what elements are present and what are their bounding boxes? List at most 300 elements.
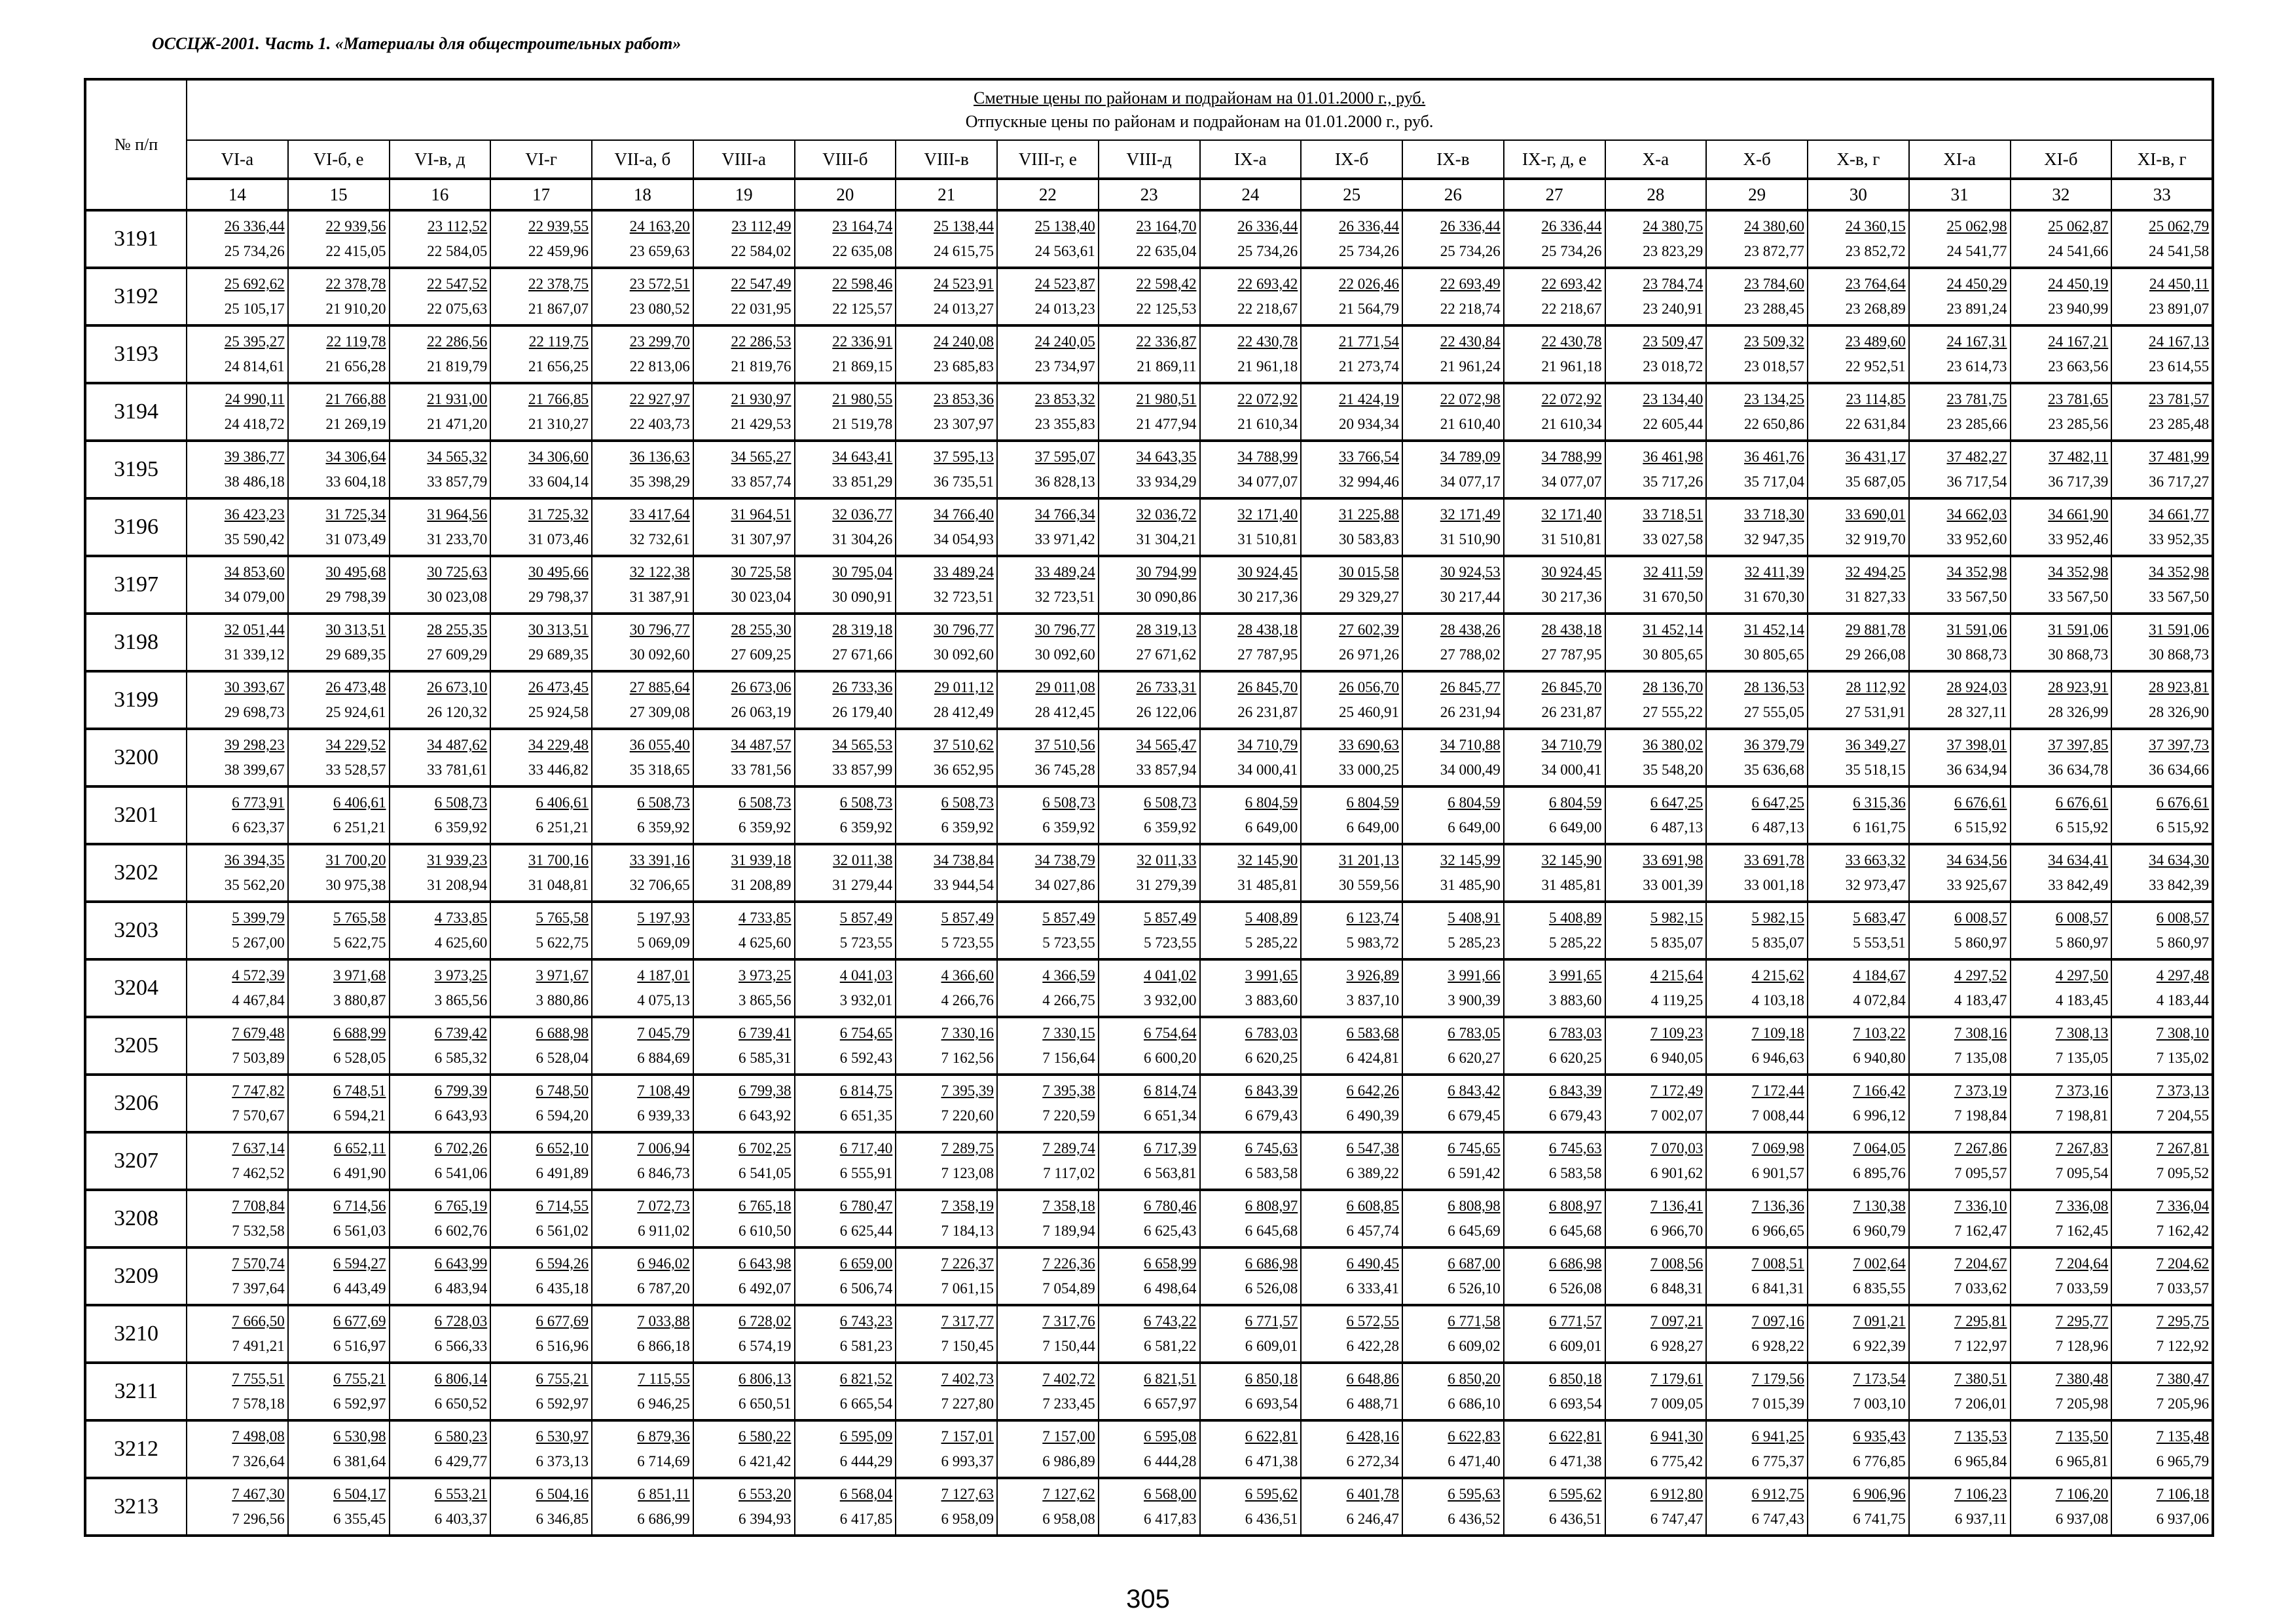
release-price: 6 471,40 (1448, 1453, 1501, 1469)
estimate-price: 7 097,16 (1751, 1313, 1804, 1329)
column-number: 33 (2111, 179, 2213, 210)
price-cell (1909, 1247, 2011, 1305)
release-price: 33 952,35 (2149, 531, 2210, 547)
price-cell (1808, 959, 1909, 1017)
estimate-price: 5 857,49 (1042, 910, 1095, 926)
row-id: 3205 (85, 1017, 187, 1075)
release-price: 31 827,33 (1845, 589, 1906, 605)
estimate-price: 5 765,58 (333, 910, 386, 926)
table-row (85, 959, 2213, 1017)
estimate-price: 6 676,61 (2156, 794, 2210, 811)
estimate-price: 6 553,21 (434, 1486, 488, 1502)
estimate-price: 37 482,11 (2049, 449, 2109, 465)
release-price: 6 585,32 (434, 1050, 488, 1066)
release-price: 6 561,02 (536, 1223, 589, 1239)
price-cell (490, 902, 592, 959)
price-cell (187, 844, 288, 902)
release-price: 4 625,60 (738, 934, 792, 951)
price-cell (1909, 210, 2011, 268)
price-cell (390, 959, 491, 1017)
release-price: 29 798,37 (528, 589, 589, 605)
price-cell (1301, 498, 1402, 556)
price-cell (997, 441, 1099, 498)
price-cell (2111, 786, 2213, 844)
region-header: VI-б, е (288, 140, 390, 179)
row-id: 3206 (85, 1075, 187, 1132)
release-price: 30 092,60 (934, 646, 994, 663)
estimate-price: 26 845,70 (1541, 679, 1602, 695)
release-price: 6 161,75 (1853, 819, 1906, 836)
price-cell (490, 614, 592, 671)
release-price: 22 635,08 (832, 243, 893, 259)
estimate-price: 7 498,08 (232, 1428, 285, 1445)
release-price: 7 135,08 (1954, 1050, 2007, 1066)
price-cell (997, 383, 1099, 441)
price-cell (795, 959, 896, 1017)
release-price: 3 883,60 (1245, 992, 1298, 1008)
price-cell (187, 1017, 288, 1075)
price-cell (1504, 498, 1605, 556)
release-price: 22 218,67 (1237, 301, 1298, 317)
estimate-price: 7 157,01 (941, 1428, 994, 1445)
price-cell (997, 210, 1099, 268)
row-id: 3211 (85, 1363, 187, 1420)
estimate-price: 7 109,23 (1650, 1025, 1704, 1041)
estimate-price: 26 336,44 (1237, 218, 1298, 234)
release-price: 7 233,45 (1042, 1395, 1095, 1412)
estimate-price: 22 336,87 (1136, 333, 1197, 350)
estimate-price: 6 595,62 (1245, 1486, 1298, 1502)
price-cell (2011, 1075, 2112, 1132)
price-cell (795, 614, 896, 671)
price-cell (1402, 1247, 1504, 1305)
price-cell (1099, 614, 1200, 671)
estimate-price: 6 595,63 (1448, 1486, 1501, 1502)
estimate-price: 36 461,98 (1643, 449, 1704, 465)
release-price: 4 103,18 (1751, 992, 1804, 1008)
estimate-price: 6 804,59 (1346, 794, 1399, 811)
estimate-price: 6 508,73 (941, 794, 994, 811)
estimate-price: 7 204,64 (2055, 1255, 2109, 1272)
price-cell (795, 556, 896, 614)
estimate-price: 34 661,77 (2149, 506, 2210, 523)
estimate-price: 24 380,75 (1643, 218, 1704, 234)
estimate-price: 39 298,23 (224, 737, 285, 753)
estimate-price: 24 523,91 (934, 276, 994, 292)
price-cell (490, 1132, 592, 1190)
estimate-price: 23 489,60 (1845, 333, 1906, 350)
release-price: 6 516,96 (536, 1338, 589, 1354)
price-cell (2011, 441, 2112, 498)
release-price: 23 685,83 (934, 358, 994, 375)
estimate-price: 22 547,49 (731, 276, 792, 292)
estimate-price: 34 634,56 (1946, 852, 2007, 868)
release-price: 6 866,18 (637, 1338, 690, 1354)
price-cell (1301, 210, 1402, 268)
release-price: 23 307,97 (934, 416, 994, 432)
release-price: 7 123,08 (941, 1165, 994, 1181)
estimate-price: 7 755,51 (232, 1371, 285, 1387)
price-cell (288, 1478, 390, 1536)
release-price: 6 583,58 (1245, 1165, 1298, 1181)
release-price: 6 649,00 (1346, 819, 1399, 836)
release-price: 22 813,06 (629, 358, 690, 375)
price-cell (390, 383, 491, 441)
price-cell (1200, 1075, 1302, 1132)
estimate-price: 30 794,99 (1136, 564, 1197, 580)
price-cell (693, 1363, 795, 1420)
release-price: 36 634,78 (2048, 762, 2109, 778)
region-header: IX-а (1200, 140, 1302, 179)
price-cell (1605, 1075, 1707, 1132)
estimate-price: 33 417,64 (629, 506, 690, 523)
estimate-price: 6 821,52 (839, 1371, 893, 1387)
release-price: 22 403,73 (629, 416, 690, 432)
estimate-price: 6 647,25 (1751, 794, 1804, 811)
price-cell (288, 325, 390, 383)
release-price: 6 686,10 (1448, 1395, 1501, 1412)
price-cell (2111, 1478, 2213, 1536)
price-cell (2011, 1363, 2112, 1420)
price-cell (592, 1478, 693, 1536)
release-price: 21 519,78 (832, 416, 893, 432)
estimate-price: 6 941,25 (1751, 1428, 1804, 1445)
release-price: 6 714,69 (637, 1453, 690, 1469)
release-price: 6 625,43 (1144, 1223, 1197, 1239)
column-number: 16 (390, 179, 491, 210)
estimate-price: 6 508,73 (1042, 794, 1095, 811)
estimate-price: 6 676,61 (1954, 794, 2007, 811)
estimate-price: 22 693,49 (1440, 276, 1501, 292)
row-id: 3213 (85, 1478, 187, 1536)
release-price: 24 541,77 (1946, 243, 2007, 259)
price-cell (2111, 210, 2213, 268)
estimate-price: 6 850,18 (1245, 1371, 1298, 1387)
estimate-price: 6 583,68 (1346, 1025, 1399, 1041)
price-cell (1200, 1132, 1302, 1190)
estimate-price: 21 980,51 (1136, 391, 1197, 407)
estimate-price: 7 115,55 (638, 1371, 690, 1387)
price-cell (2111, 1305, 2213, 1363)
price-cell (1605, 844, 1707, 902)
estimate-price: 31 939,23 (427, 852, 488, 868)
price-cell (490, 844, 592, 902)
estimate-price: 31 452,14 (1744, 621, 1804, 638)
price-cell (1605, 556, 1707, 614)
release-price: 6 775,37 (1751, 1453, 1804, 1469)
price-cell (795, 902, 896, 959)
price-cell (390, 1363, 491, 1420)
estimate-price: 3 973,25 (738, 967, 792, 984)
release-price: 23 268,89 (1845, 301, 1906, 317)
price-cell (795, 1075, 896, 1132)
estimate-price: 32 011,38 (833, 852, 893, 868)
row-id: 3212 (85, 1420, 187, 1478)
price-cell (997, 1132, 1099, 1190)
price-cell (1504, 786, 1605, 844)
release-price: 6 747,47 (1650, 1511, 1704, 1527)
estimate-price: 29 881,78 (1845, 621, 1906, 638)
estimate-price: 23 112,52 (428, 218, 488, 234)
price-cell (1301, 1075, 1402, 1132)
row-id: 3199 (85, 671, 187, 729)
release-price: 6 541,06 (434, 1165, 488, 1181)
price-cell (2011, 614, 2112, 671)
estimate-price: 4 733,85 (434, 910, 488, 926)
price-cell (2011, 844, 2112, 902)
price-cell (390, 1420, 491, 1478)
price-cell (1301, 671, 1402, 729)
estimate-price: 6 754,65 (839, 1025, 893, 1041)
price-cell (1402, 902, 1504, 959)
release-price: 6 966,65 (1751, 1223, 1804, 1239)
release-price: 6 693,54 (1245, 1395, 1298, 1412)
estimate-price: 36 431,17 (1845, 449, 1906, 465)
price-cell (187, 441, 288, 498)
estimate-price: 7 108,49 (637, 1082, 690, 1099)
estimate-price: 24 450,11 (2149, 276, 2210, 292)
estimate-price: 32 051,44 (224, 621, 285, 638)
price-cell (997, 1305, 1099, 1363)
release-price: 6 591,42 (1448, 1165, 1501, 1181)
estimate-price: 34 643,35 (1136, 449, 1197, 465)
estimate-price: 6 008,57 (2156, 910, 2210, 926)
release-price: 36 717,39 (2048, 473, 2109, 490)
price-cell (1808, 844, 1909, 902)
release-price: 7 578,18 (232, 1395, 285, 1412)
release-price: 6 436,51 (1549, 1511, 1602, 1527)
release-price: 27 671,66 (832, 646, 893, 663)
estimate-price: 3 991,66 (1448, 967, 1501, 984)
release-price: 7 220,59 (1042, 1107, 1095, 1124)
price-cell (288, 671, 390, 729)
price-cell (1706, 959, 1808, 1017)
price-cell (1504, 383, 1605, 441)
estimate-price: 31 939,18 (731, 852, 792, 868)
price-cell (1099, 268, 1200, 325)
release-price: 33 971,42 (1034, 531, 1095, 547)
price-cell (1706, 1363, 1808, 1420)
release-price: 23 285,48 (2149, 416, 2210, 432)
estimate-price: 6 879,36 (637, 1428, 690, 1445)
price-cell (1200, 959, 1302, 1017)
price-cell (896, 498, 997, 556)
release-price: 5 723,55 (941, 934, 994, 951)
release-price: 6 574,19 (738, 1338, 792, 1354)
price-cell (693, 1305, 795, 1363)
release-price: 6 359,92 (1042, 819, 1095, 836)
estimate-price: 7 295,81 (1954, 1313, 2007, 1329)
estimate-price: 6 821,51 (1144, 1371, 1197, 1387)
table-row (85, 614, 2213, 671)
column-number: 30 (1808, 179, 1909, 210)
estimate-price: 32 011,33 (1137, 852, 1197, 868)
release-price: 6 939,33 (637, 1107, 690, 1124)
price-cell (592, 959, 693, 1017)
estimate-price: 22 119,78 (326, 333, 386, 350)
release-price: 28 412,45 (1034, 704, 1095, 720)
price-cell (1200, 844, 1302, 902)
price-cell (2011, 268, 2112, 325)
price-cell (1402, 1075, 1504, 1132)
estimate-price: 24 163,20 (629, 218, 690, 234)
region-header: X-в, г (1808, 140, 1909, 179)
release-price: 6 602,76 (434, 1223, 488, 1239)
estimate-price: 6 622,83 (1448, 1428, 1501, 1445)
price-cell (997, 1190, 1099, 1247)
estimate-price: 30 313,51 (325, 621, 386, 638)
release-price: 36 828,13 (1034, 473, 1095, 490)
row-id: 3192 (85, 268, 187, 325)
estimate-price: 26 733,31 (1136, 679, 1197, 695)
row-id: 3209 (85, 1247, 187, 1305)
price-cell (1808, 441, 1909, 498)
release-price: 33 952,46 (2048, 531, 2109, 547)
table-row (85, 383, 2213, 441)
estimate-price: 21 771,54 (1339, 333, 1399, 350)
price-cell (1909, 1075, 2011, 1132)
release-price: 6 993,37 (941, 1453, 994, 1469)
estimate-price: 4 215,62 (1751, 967, 1804, 984)
price-cell (896, 1305, 997, 1363)
estimate-price: 7 336,08 (2055, 1198, 2109, 1214)
price-cell (1200, 1247, 1302, 1305)
estimate-price: 6 745,63 (1245, 1140, 1298, 1156)
table-row (85, 1247, 2213, 1305)
release-price: 6 928,27 (1650, 1338, 1704, 1354)
column-number: 17 (490, 179, 592, 210)
release-price: 27 555,22 (1643, 704, 1704, 720)
release-price: 7 033,59 (2055, 1280, 2109, 1297)
price-cell (490, 671, 592, 729)
estimate-price: 25 692,62 (224, 276, 285, 292)
release-price: 26 231,87 (1541, 704, 1602, 720)
estimate-price: 6 594,27 (333, 1255, 386, 1272)
price-cell (288, 441, 390, 498)
estimate-price: 6 123,74 (1346, 910, 1399, 926)
release-price: 23 614,73 (1946, 358, 2007, 375)
price-cell (795, 729, 896, 786)
release-price: 33 001,39 (1643, 877, 1704, 893)
price-cell (1200, 1478, 1302, 1536)
release-price: 21 610,34 (1541, 416, 1602, 432)
price-cell (1402, 1305, 1504, 1363)
estimate-price: 23 764,64 (1845, 276, 1906, 292)
release-price: 6 491,89 (536, 1165, 589, 1181)
release-price: 31 304,26 (832, 531, 893, 547)
price-cell (592, 556, 693, 614)
estimate-price: 24 450,29 (1946, 276, 2007, 292)
price-cell (1909, 786, 2011, 844)
price-cell (288, 1420, 390, 1478)
price-cell (592, 210, 693, 268)
release-price: 36 745,28 (1034, 762, 1095, 778)
price-cell (1504, 902, 1605, 959)
price-cell (592, 671, 693, 729)
release-price: 33 857,79 (427, 473, 488, 490)
price-cell (997, 498, 1099, 556)
table-row (85, 268, 2213, 325)
estimate-price: 6 851,11 (638, 1486, 690, 1502)
price-cell (2111, 1363, 2213, 1420)
price-cell (1808, 383, 1909, 441)
estimate-price: 5 982,15 (1751, 910, 1804, 926)
price-cell (2011, 959, 2112, 1017)
release-price: 23 891,24 (1946, 301, 2007, 317)
price-cell (390, 210, 491, 268)
release-price: 6 609,02 (1448, 1338, 1501, 1354)
price-cell (896, 959, 997, 1017)
price-cell (1808, 498, 1909, 556)
price-cell (693, 556, 795, 614)
estimate-price: 6 508,73 (839, 794, 893, 811)
release-price: 31 279,44 (832, 877, 893, 893)
estimate-price: 26 336,44 (224, 218, 285, 234)
release-price: 29 266,08 (1845, 646, 1906, 663)
estimate-price: 6 714,56 (333, 1198, 386, 1214)
release-price: 6 895,76 (1853, 1165, 1906, 1181)
release-price: 33 857,94 (1136, 762, 1197, 778)
estimate-price: 7 136,41 (1650, 1198, 1704, 1214)
region-header: IX-г, д, е (1504, 140, 1605, 179)
row-id: 3198 (85, 614, 187, 671)
estimate-price: 23 299,70 (629, 333, 690, 350)
price-cell (1504, 614, 1605, 671)
release-price: 6 272,34 (1346, 1453, 1399, 1469)
estimate-price: 5 408,89 (1549, 910, 1602, 926)
price-cell (592, 1363, 693, 1420)
estimate-price: 34 565,32 (427, 449, 488, 465)
price-cell (390, 268, 491, 325)
release-price: 6 435,18 (536, 1280, 589, 1297)
release-price: 23 734,97 (1034, 358, 1095, 375)
estimate-price: 6 941,30 (1650, 1428, 1704, 1445)
table-row (85, 786, 2213, 844)
price-cell (187, 325, 288, 383)
release-price: 21 564,79 (1339, 301, 1399, 317)
price-cell (896, 383, 997, 441)
estimate-price: 24 360,15 (1845, 218, 1906, 234)
estimate-price: 7 136,36 (1751, 1198, 1804, 1214)
price-cell (1504, 268, 1605, 325)
price-cell (390, 729, 491, 786)
price-cell (490, 556, 592, 614)
release-price: 7 162,56 (941, 1050, 994, 1066)
region-header: VIII-г, е (997, 140, 1099, 179)
release-price: 25 734,26 (1541, 243, 1602, 259)
price-cell (1808, 1075, 1909, 1132)
price-cell (1605, 786, 1707, 844)
estimate-price: 4 366,59 (1042, 967, 1095, 984)
release-price: 6 491,90 (333, 1165, 386, 1181)
price-cell (795, 325, 896, 383)
price-cell (896, 902, 997, 959)
release-price: 6 841,31 (1751, 1280, 1804, 1297)
estimate-price: 23 781,57 (2149, 391, 2210, 407)
price-cell (390, 786, 491, 844)
price-cell (795, 383, 896, 441)
release-price: 6 620,25 (1549, 1050, 1602, 1066)
column-number: 31 (1909, 179, 2011, 210)
price-cell (1099, 210, 1200, 268)
row-id: 3201 (85, 786, 187, 844)
region-header: VIII-в (896, 140, 997, 179)
price-cell (1605, 1017, 1707, 1075)
estimate-price: 29 011,12 (934, 679, 994, 695)
price-cell (1402, 614, 1504, 671)
release-price: 30 090,86 (1136, 589, 1197, 605)
estimate-price: 6 748,50 (536, 1082, 589, 1099)
